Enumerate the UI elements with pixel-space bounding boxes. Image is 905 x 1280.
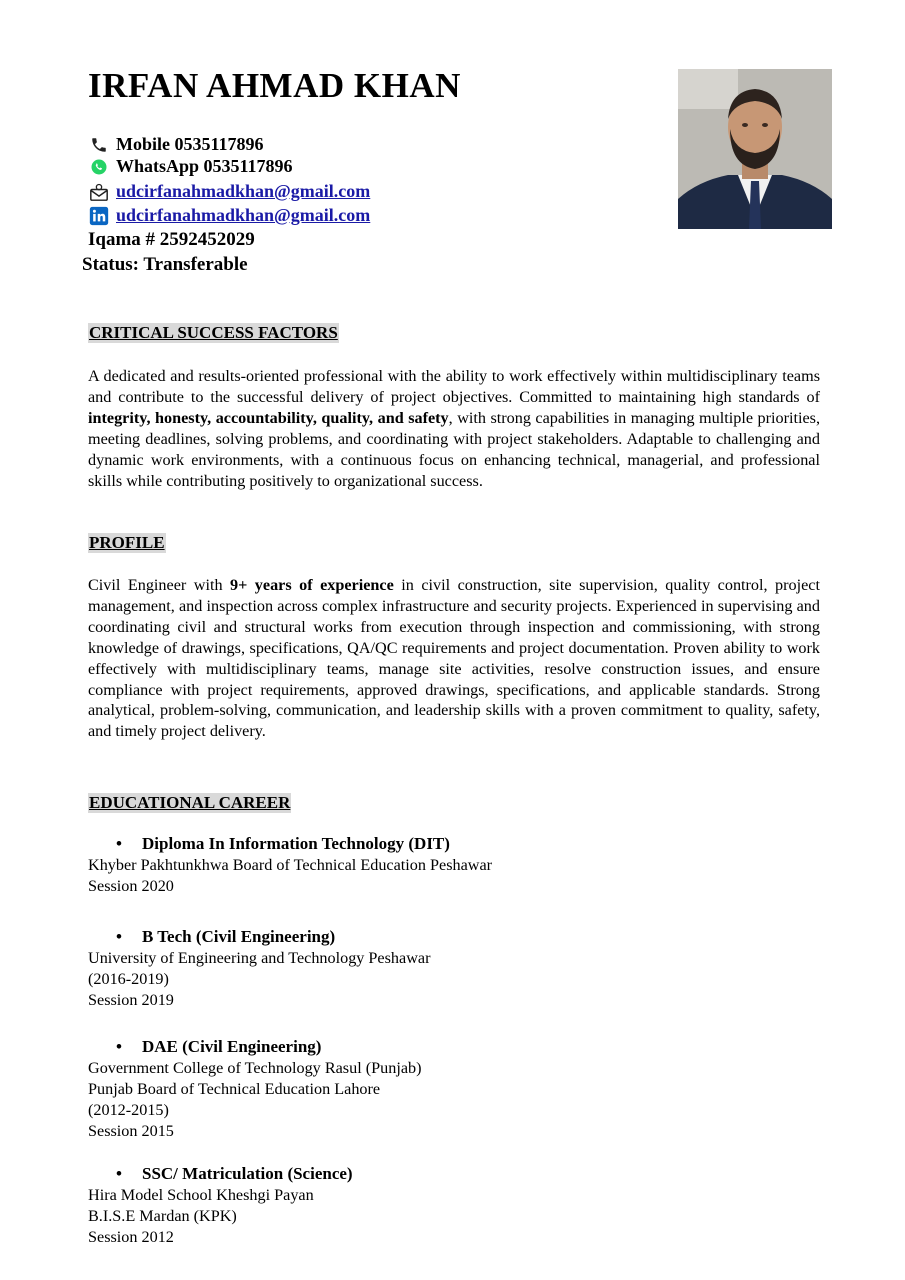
iqama-number: Iqama # 2592452029 <box>88 229 255 250</box>
education-line: Session 2012 <box>88 1228 174 1246</box>
education-line: University of Engineering and Technology Peshawar <box>88 949 431 967</box>
phone-icon <box>88 135 110 155</box>
critical-success-values: integrity, honesty, accountability, quality, and safety <box>88 408 449 427</box>
profile-text <box>88 575 820 742</box>
education-item-title <box>116 834 450 854</box>
education-item-title <box>116 1037 321 1057</box>
critical-success-heading: CRITICAL SUCCESS FACTORS <box>89 323 338 342</box>
education-heading: EDUCATIONAL CAREER <box>89 793 291 812</box>
linkedin-link[interactable]: udcirfanahmadkhan@gmail.com <box>116 205 371 225</box>
critical-success-text-end: , with strong capabilities in managing multiple priorities, meeting deadlines, solving problems, and coordinating with project stakeholders. Adaptable to challenging and dynamic work environments, with a continuous focus on enhancing technical, managerial, and professional skills while contributing positively to organizational success. <box>88 408 820 490</box>
education-item-title <box>116 927 335 947</box>
education-line: Punjab Board of Technical Education Lahore <box>88 1080 381 1098</box>
candidate-name: IRFAN AHMAD KHAN <box>88 66 461 105</box>
education-title-ssc: SSC/ Matriculation (Science) <box>142 1164 353 1183</box>
education-line: Session 2019 <box>88 991 174 1009</box>
bullet: • <box>116 1037 122 1056</box>
bullet: • <box>116 1164 122 1183</box>
mobile-line <box>88 134 264 155</box>
education-title-dit: Diploma In Information Technology (DIT) <box>142 834 450 853</box>
education-item-title <box>116 1164 353 1184</box>
whatsapp-line <box>88 156 293 177</box>
linkedin-line <box>88 205 370 226</box>
mobile-text: Mobile 0535117896 <box>116 134 264 154</box>
education-line: Session 2015 <box>88 1122 174 1140</box>
education-line: (2012-2015) <box>88 1101 169 1119</box>
profile-photo <box>678 69 832 229</box>
email-icon <box>88 182 110 202</box>
email-link[interactable]: udcirfanahmadkhan@gmail.com <box>116 181 371 201</box>
education-line: Session 2020 <box>88 877 174 895</box>
critical-success-text-start: A dedicated and results-oriented professional with the ability to work effectively within multidisciplinary teams and contribute to the successful delivery of project objectives. Committed to maintaining high standards of <box>88 367 820 406</box>
education-line: Hira Model School Kheshgi Payan <box>88 1186 314 1204</box>
critical-success-text <box>88 366 820 491</box>
profile-text-start: Civil Engineer with <box>88 576 231 594</box>
education-line: B.I.S.E Mardan (KPK) <box>88 1207 237 1225</box>
bullet: • <box>116 834 122 853</box>
education-line: (2016-2019) <box>88 970 169 988</box>
education-title-dae: DAE (Civil Engineering) <box>142 1037 322 1056</box>
education-line: Khyber Pakhtunkhwa Board of Technical Education Peshawar <box>88 856 493 874</box>
profile-text-end: in civil construction, site supervision, quality control, project management, and inspection across complex infrastructure and security projects. Experienced in supervising and coordinating civil and structural works from execution through inspection and commissioning, with strong knowledge of drawings, specifications, QA/QC requirements and project documentation. Proven ability to work effectively with multidisciplinary teams, manage site activities, resolve construction issues, and ensure compliance with project requirements, approved drawings, specifications, and applicable standards. Strong analytical, problem-solving, communication, and leadership skills with a proven commitment to quality, safety, and timely project delivery. <box>88 576 820 741</box>
profile-heading: PROFILE <box>89 533 165 552</box>
education-line: Government College of Technology Rasul (Punjab) <box>88 1059 422 1077</box>
bullet: • <box>116 927 122 946</box>
email-line <box>88 181 370 202</box>
whatsapp-icon <box>88 157 110 177</box>
status-text: Status: Transferable <box>82 254 248 275</box>
linkedin-icon <box>88 206 110 226</box>
whatsapp-text: WhatsApp 0535117896 <box>116 156 293 176</box>
profile-experience: 9+ years of experience <box>230 576 394 594</box>
education-title-btech: B Tech (Civil Engineering) <box>142 927 336 946</box>
